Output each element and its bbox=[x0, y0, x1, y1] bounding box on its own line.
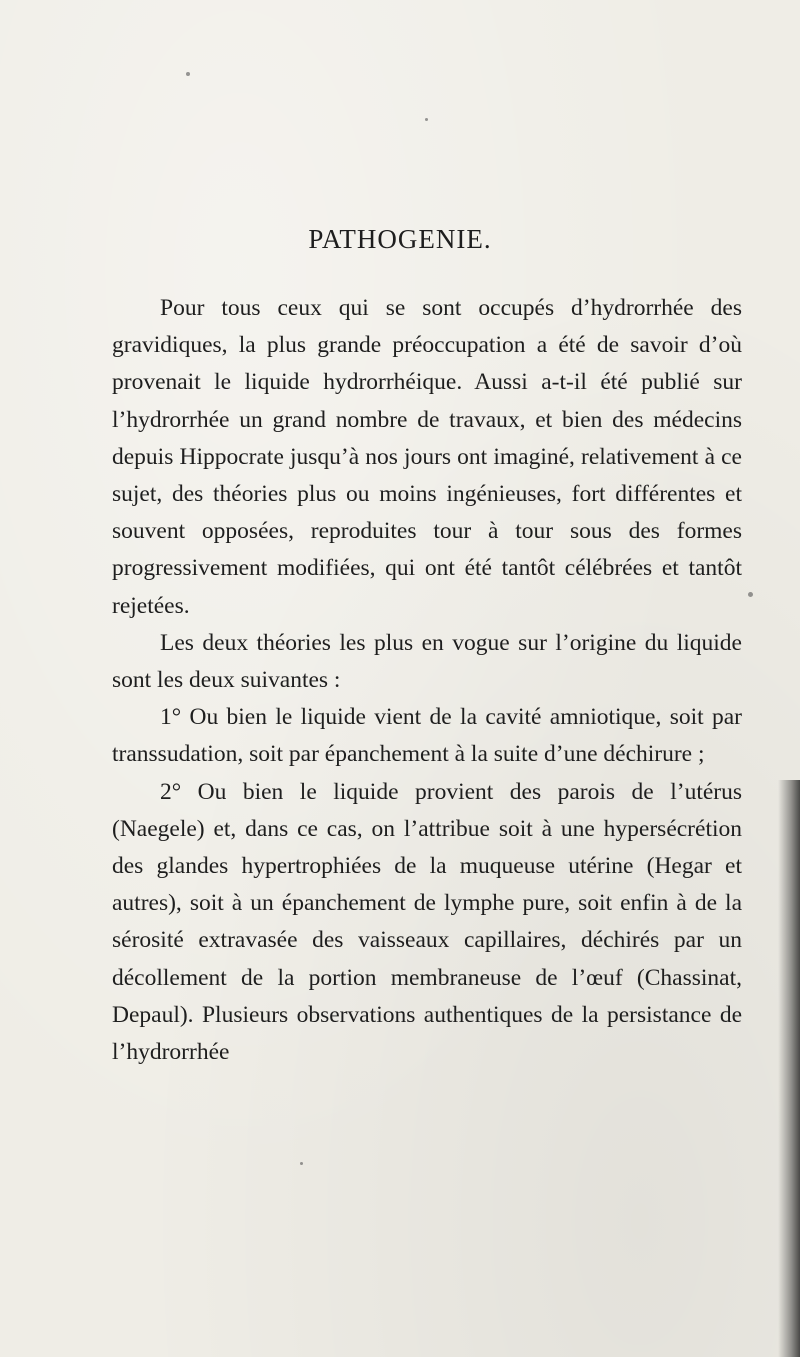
page-heading: PATHOGENIE. bbox=[308, 224, 492, 254]
paragraph: Pour tous ceux qui se sont occupés d’hydrorrhée des gravidiques, la plus grande préoccupation a été de savoir d’où provenait le liquide hydrorrhéique. Aussi a-t-il été publié sur l’hydrorrhée un grand nombre de travaux, et bien des médecins depuis Hippocrate jusqu’à nos jours ont imaginé, relativement à ce sujet, des théories plus ou moins ingénieuses, fort différentes et souvent opposées, reproduites tour à tour sous des formes progressivement modifiées, qui ont été tantôt célébrées et tantôt rejetées. bbox=[112, 295, 742, 619]
paragraph: 1° Ou bien le liquide vient de la cavité amniotique, soit par transsudation, soit par épanchement à la suite d’une déchirure ; bbox=[112, 704, 742, 768]
paper-speck bbox=[748, 592, 753, 597]
paper-speck bbox=[186, 72, 190, 76]
body-text bbox=[112, 290, 742, 1071]
paper-speck bbox=[300, 1162, 303, 1165]
paragraph: 2° Ou bien le liquide provient des parois de l’utérus (Naegele) et, dans ce cas, on l’attribue soit à une hypersécrétion des glandes hypertrophiées de la muqueuse utérine (Hegar et autres), soit à un épanchement de lymphe pure, soit enfin à de la sérosité extravasée des vaisseaux capillaires, déchirés par un décollement de la portion membraneuse de l’œuf (Chassinat, Depaul). Plusieurs observations authentiques de la persistance de l’hydrorrhée bbox=[112, 778, 742, 1066]
page-edge-shadow bbox=[778, 780, 800, 1357]
paper-speck bbox=[425, 118, 428, 121]
paragraph: Les deux théories les plus en vogue sur l’origine du liquide sont les deux suivantes : bbox=[112, 629, 742, 694]
